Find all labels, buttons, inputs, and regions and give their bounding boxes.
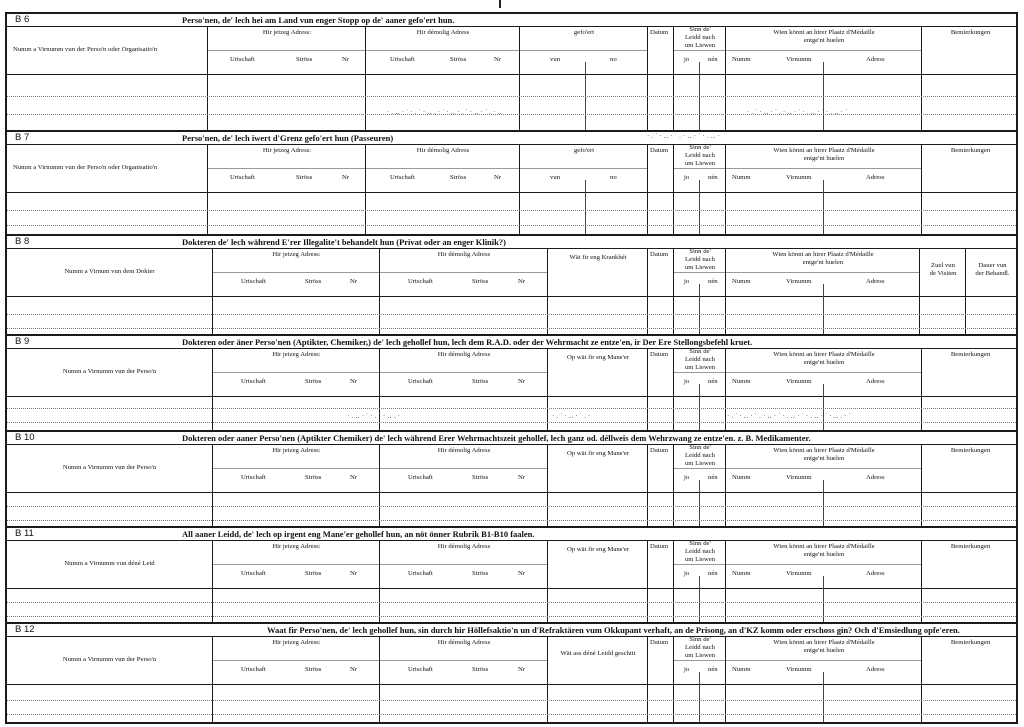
col-vun: vun xyxy=(550,174,561,181)
scan-noise: ·.‥·˙·.˙·‥.· xyxy=(347,412,402,420)
medal-header-2: entge'nt huelen xyxy=(803,647,845,654)
section-code: B 6 xyxy=(15,14,30,25)
section-title: Dokteren oder aaner Perso'nen (Aptikter Chemiker) de' lech während Erer Wehrmachtszeit gehollef, lech ganz od. déllweis dem Wehrzwang ze entze'en. z. B. Medikamenter. xyxy=(182,433,811,443)
col-jo: jo xyxy=(684,278,690,285)
alive-header-3: um Liewen xyxy=(684,42,716,49)
section-title: Dokteren oder äner Perso'nen (Aptikter, Chemiker,) de' lech gehollef hun, lech dem R.A.D. oder der Wehrmacht ze entze'en, ir Der Ere Stellongsbefehl kruet. xyxy=(182,337,753,347)
illness-header: Wät fir eng Krankhét xyxy=(569,254,627,261)
name-header: Numm a Virnumm vun der Perso'n xyxy=(62,656,157,663)
former-address-header: Hir démolig Adress xyxy=(437,447,491,454)
col-stross: Ströss xyxy=(305,278,322,285)
scan-noise: ·.˙·‥·˙.·‥·˙·.‥· xyxy=(647,132,722,140)
section-title: Dokteren de' lech während E'rer Illegalite't behandelt hun (Privat oder an enger Klinik?) xyxy=(182,237,506,247)
col-nr: Nr xyxy=(350,474,358,481)
col-nr: Nr xyxy=(518,474,526,481)
manner-header: Op wät fir eng Mane'er xyxy=(566,450,630,457)
col-urtschaft: Urtschaft xyxy=(408,570,433,577)
col-nen: nén xyxy=(708,570,718,577)
section-b8 xyxy=(5,234,1018,334)
col-jo: jo xyxy=(684,56,690,63)
name-header: Numm a Virnumm vun déné Leid xyxy=(64,560,155,567)
col-stross: Ströss xyxy=(305,666,322,673)
section-code: B 10 xyxy=(15,432,35,443)
col-nr: Nr xyxy=(494,174,502,181)
col-numm: Numm xyxy=(732,474,751,481)
col-urtschaft: Urtschaft xyxy=(241,474,266,481)
col-urtschaft: Urtschaft xyxy=(408,474,433,481)
section-b7 xyxy=(5,130,1018,234)
alive-header-3: um Liewen xyxy=(684,556,716,563)
col-nr: Nr xyxy=(350,666,358,673)
col-urtschaft: Urtschaft xyxy=(408,666,433,673)
col-urtschaft: Urtschaft xyxy=(390,174,415,181)
alive-header-2: Leidd nach xyxy=(685,34,715,41)
col-stross: Ströss xyxy=(450,174,467,181)
transported-header: gefo'ert xyxy=(573,29,595,36)
col-urtschaft: Urtschaft xyxy=(230,174,255,181)
scan-noise: ·.˙·‥·˙.· xyxy=(552,412,593,420)
section-code: B 8 xyxy=(15,236,30,247)
col-nr: Nr xyxy=(342,174,350,181)
col-numm: Numm xyxy=(732,378,751,385)
current-address-header: Hir jetzeg Adress: xyxy=(262,29,312,36)
remarks-header: Bemierkungen xyxy=(950,639,991,646)
medal-header-1: Wien könnt an hirer Plaatz d'Médaille xyxy=(773,29,875,36)
col-adress: Adress xyxy=(866,570,885,577)
name-header: Numm a Virnumm vun der Perso'n oder Organisatio'n xyxy=(13,164,158,171)
col-numm: Numm xyxy=(732,174,751,181)
col-stross: Ströss xyxy=(305,474,322,481)
col-urtschaft: Urtschaft xyxy=(408,278,433,285)
date-header: Datum xyxy=(650,543,669,550)
alive-header-2: Leidd nach xyxy=(685,152,715,159)
manner-header: Op wät fir eng Mane'er xyxy=(566,354,630,361)
alive-header-3: um Liewen xyxy=(684,264,716,271)
scan-noise: ·.‥·˙·.˙·‥.·˙·‥·.˙·‥·˙.·‥ xyxy=(387,108,505,116)
col-virnumm: Virnumm xyxy=(786,666,812,673)
medal-header-1: Wien könnt an hirer Plaatz d'Médaille xyxy=(773,639,875,646)
current-address-header: Hir jetzeg Adress: xyxy=(272,639,321,646)
col-stross: Ströss xyxy=(305,570,322,577)
col-nr: Nr xyxy=(494,56,502,63)
current-address-header: Hir jetzeg Adress: xyxy=(262,147,312,154)
medal-header-1: Wien könnt an hirer Plaatz d'Médaille xyxy=(773,447,875,454)
col-stross: Ströss xyxy=(296,174,313,181)
visits-header-2: de Visiten xyxy=(929,270,957,277)
remarks-header: Bemierkungen xyxy=(950,147,991,154)
col-nen: nén xyxy=(708,278,718,285)
current-address-header: Hir jetzeg Adress: xyxy=(272,351,321,358)
alive-header-3: um Liewen xyxy=(684,460,716,467)
col-stross: Ströss xyxy=(472,666,489,673)
col-nen: nén xyxy=(708,174,718,181)
duration-header-1: Dauer vun xyxy=(978,262,1007,269)
col-adress: Adress xyxy=(866,278,885,285)
alive-header-2: Leidd nach xyxy=(685,452,715,459)
section-b9 xyxy=(5,334,1018,430)
alive-header-1: Sinn de' xyxy=(689,348,711,355)
col-virnumm: Virnumm xyxy=(786,56,812,63)
date-header: Datum xyxy=(650,639,669,646)
alive-header-2: Leidd nach xyxy=(685,256,715,263)
col-virnumm: Virnumm xyxy=(786,174,812,181)
col-adress: Adress xyxy=(866,378,885,385)
col-urtschaft: Urtschaft xyxy=(241,570,266,577)
alive-header-3: um Liewen xyxy=(684,160,716,167)
medal-header-1: Wien könnt an hirer Plaatz d'Médaille xyxy=(773,351,875,358)
col-adress: Adress xyxy=(866,474,885,481)
section-title: Waat fir Perso'nen, de' lech gehollef hun, sin durch hir Höllefsaktio'n un d'Refraktären vum Okkupant verhaft, an de Prisong, an d'KZ komm oder erschoss gin? Och d'Emsiedlung opfe'eren. xyxy=(267,625,960,635)
col-nr: Nr xyxy=(518,570,526,577)
current-address-header: Hir jetzeg Adress: xyxy=(272,543,321,550)
scan-noise: ·.˙·‥·˙.·‥·˙·.‥·˙·.‥·˙·‥.·˙ xyxy=(727,412,853,420)
former-address-header: Hir démolig Adress xyxy=(437,543,491,550)
col-numm: Numm xyxy=(732,278,751,285)
col-adress: Adress xyxy=(866,666,885,673)
col-numm: Numm xyxy=(732,666,751,673)
alive-header-1: Sinn de' xyxy=(689,248,711,255)
former-address-header: Hir démolig Adress xyxy=(416,29,470,36)
name-header: Numm a Virnumm vun der Perso'n xyxy=(62,464,157,471)
col-stross: Ströss xyxy=(472,278,489,285)
what-happened-header: Wät ass déné Leidd geschitt xyxy=(560,650,636,657)
col-stross: Ströss xyxy=(472,570,489,577)
name-header: Numm a Virnum vun dem Dokter xyxy=(64,268,155,275)
date-header: Datum xyxy=(650,351,669,358)
col-jo: jo xyxy=(684,174,690,181)
medal-header-1: Wien könnt an hirer Plaatz d'Médaille xyxy=(773,147,875,154)
col-numm: Numm xyxy=(732,570,751,577)
col-virnumm: Virnumm xyxy=(786,570,812,577)
col-virnumm: Virnumm xyxy=(786,474,812,481)
name-header: Numm a Virnumm vun der Perso'n oder Organisatio'n xyxy=(13,46,158,53)
remarks-header: Bemierkungen xyxy=(950,447,991,454)
date-header: Datum xyxy=(650,447,669,454)
medal-header-2: entge'nt huelen xyxy=(803,37,845,44)
visits-header-1: Zuel vun xyxy=(931,262,955,269)
col-jo: jo xyxy=(684,378,690,385)
col-nr: Nr xyxy=(350,378,358,385)
col-urtschaft: Urtschaft xyxy=(241,278,266,285)
col-stross: Ströss xyxy=(472,474,489,481)
col-nen: nén xyxy=(708,666,718,673)
col-stross: Ströss xyxy=(296,56,313,63)
current-address-header: Hir jetzeg Adress: xyxy=(272,251,321,258)
section-b6 xyxy=(5,12,1018,130)
col-virnumm: Virnumm xyxy=(786,378,812,385)
alive-header-2: Leidd nach xyxy=(685,356,715,363)
manner-header: Op wät fir eng Mane'er xyxy=(566,546,630,553)
col-adress: Adress xyxy=(866,174,885,181)
alive-header-1: Sinn de' xyxy=(689,540,711,547)
alive-header-3: um Liewen xyxy=(684,652,716,659)
date-header: Datum xyxy=(650,147,669,154)
medal-header-2: entge'nt huelen xyxy=(803,359,845,366)
col-urtschaft: Urtschaft xyxy=(408,378,433,385)
medal-header-1: Wien könnt an hirer Plaatz d'Médaille xyxy=(773,543,875,550)
col-urtschaft: Urtschaft xyxy=(390,56,415,63)
col-adress: Adress xyxy=(866,56,885,63)
medal-header-2: entge'nt huelen xyxy=(802,259,844,266)
col-nr: Nr xyxy=(342,56,350,63)
former-address-header: Hir démolig Adress xyxy=(437,251,491,258)
duration-header-2: der Behandl. xyxy=(975,270,1010,277)
alive-header-3: um Liewen xyxy=(684,364,716,371)
alive-header-1: Sinn de' xyxy=(689,636,711,643)
scan-noise: ·.˙·‥·˙.·‥·˙·.‥·˙·.‥·˙ xyxy=(747,108,850,116)
section-code: B 7 xyxy=(15,132,30,143)
date-header: Datum xyxy=(650,29,669,36)
section-title: All aaner Leidd, de' lech op irgent eng Mane'er gehollef hun, an nöt önner Rubrik B1-B10 faalen. xyxy=(182,529,535,539)
col-nr: Nr xyxy=(350,570,358,577)
col-virnumm: Virnumm xyxy=(786,278,812,285)
col-numm: Numm xyxy=(732,56,751,63)
top-tick-mark xyxy=(499,0,501,8)
medal-header-2: entge'nt huelen xyxy=(803,455,845,462)
col-no: no xyxy=(610,174,617,181)
remarks-header: Bemierkungen xyxy=(950,29,991,36)
col-stross: Ströss xyxy=(472,378,489,385)
former-address-header: Hir démolig Adress xyxy=(416,147,470,154)
alive-header-2: Leidd nach xyxy=(685,644,715,651)
former-address-header: Hir démolig Adress xyxy=(437,639,491,646)
alive-header-1: Sinn de' xyxy=(689,144,711,151)
col-stross: Ströss xyxy=(450,56,467,63)
section-code: B 12 xyxy=(15,624,35,635)
section-b10 xyxy=(5,430,1018,526)
date-header: Datum xyxy=(650,251,669,258)
col-nr: Nr xyxy=(518,278,526,285)
medal-header-2: entge'nt huelen xyxy=(803,155,845,162)
remarks-header: Bemierkungen xyxy=(950,543,991,550)
col-no: no xyxy=(610,56,617,63)
col-jo: jo xyxy=(684,570,690,577)
current-address-header: Hir jetzeg Adress: xyxy=(272,447,321,454)
col-nen: nén xyxy=(708,474,718,481)
col-jo: jo xyxy=(684,474,690,481)
col-urtschaft: Urtschaft xyxy=(241,666,266,673)
col-urtschaft: Urtschaft xyxy=(241,378,266,385)
remarks-header: Bemierkungen xyxy=(950,351,991,358)
alive-header-1: Sinn de' xyxy=(689,26,711,33)
section-code: B 11 xyxy=(15,528,34,539)
section-b12 xyxy=(5,622,1018,724)
col-nr: Nr xyxy=(518,378,526,385)
col-nen: nén xyxy=(708,378,718,385)
col-stross: Ströss xyxy=(305,378,322,385)
col-nr: Nr xyxy=(518,666,526,673)
col-urtschaft: Urtschaft xyxy=(230,56,255,63)
section-b11 xyxy=(5,526,1018,622)
col-nr: Nr xyxy=(350,278,358,285)
former-address-header: Hir démolig Adress xyxy=(437,351,491,358)
section-title: Perso'nen, de' lech iwert d'Grenz gefo'ert hun (Passeuren) xyxy=(182,133,394,143)
col-vun: vun xyxy=(550,56,561,63)
section-title: Perso'nen, de' lech hei am Land vun enger Stopp op de' aaner gefo'ert hun. xyxy=(182,15,455,25)
medal-header-2: entge'nt huelen xyxy=(803,551,845,558)
name-header: Numm a Virnumm vun der Perso'n xyxy=(62,368,157,375)
medal-header-1: Wien könnt an hirer Plaatz d'Médaille xyxy=(772,251,874,258)
section-code: B 9 xyxy=(15,336,30,347)
col-nen: nén xyxy=(708,56,718,63)
alive-header-2: Leidd nach xyxy=(685,548,715,555)
alive-header-1: Sinn de' xyxy=(689,444,711,451)
col-jo: jo xyxy=(684,666,690,673)
transported-header: gefo'ert xyxy=(573,147,595,154)
